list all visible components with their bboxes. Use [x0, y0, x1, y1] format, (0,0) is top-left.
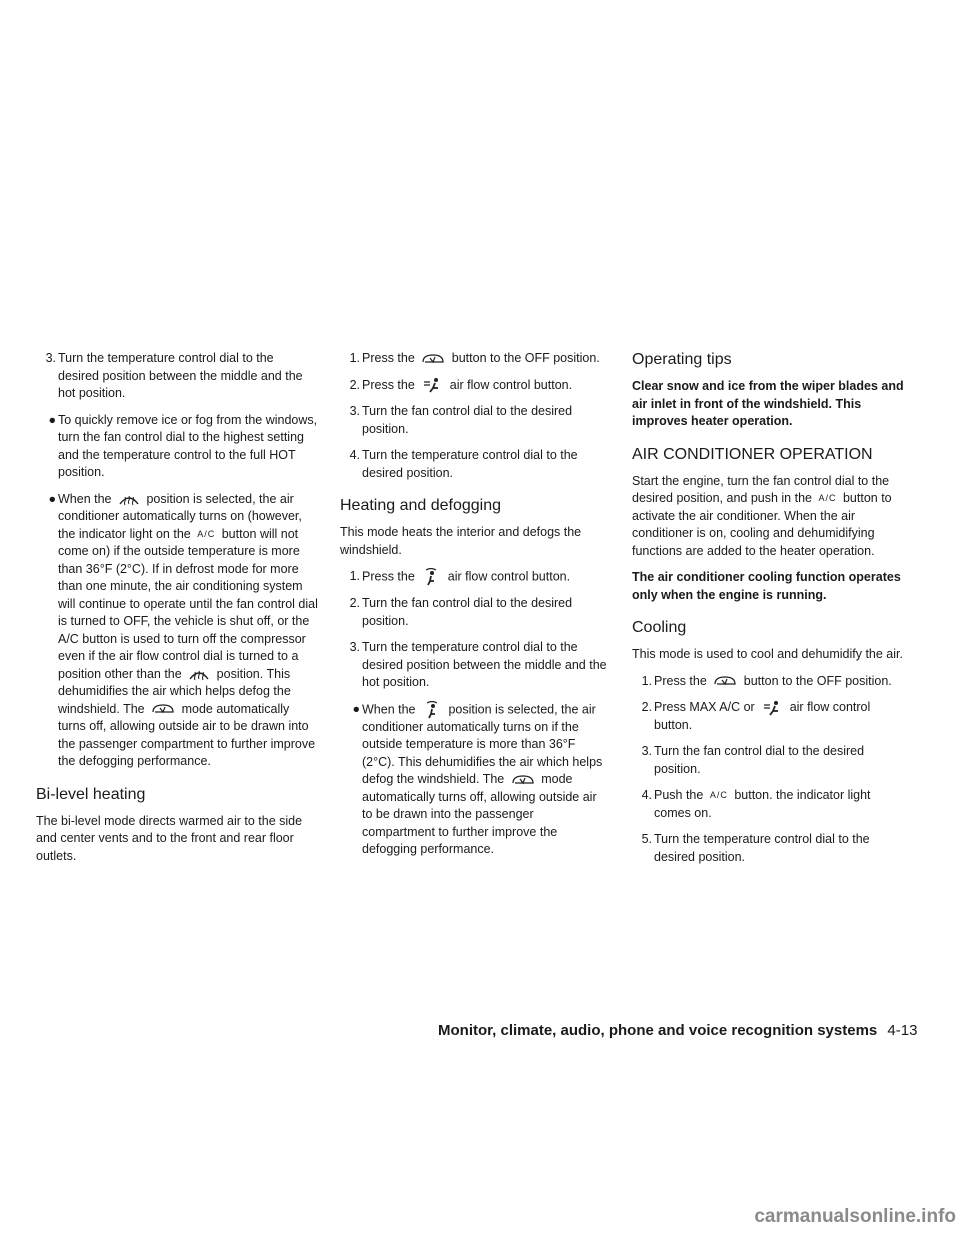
step-1	[340, 568, 610, 586]
step-text: Turn the temperature control dial to the desired position between the middle and the hot position.	[58, 351, 303, 400]
step-text: air flow control button.	[654, 700, 871, 732]
bullet-text: position is selected, the air conditioner automatically turns on (however, the indicator light on the	[58, 491, 302, 541]
column-middle	[340, 350, 610, 868]
page-footer	[438, 1022, 917, 1039]
watermark: carmanualsonline.info	[754, 1206, 956, 1227]
bullet-item	[340, 701, 610, 859]
step-3	[340, 403, 610, 438]
foot-defrost-icon	[421, 568, 441, 586]
recirculate-icon	[151, 702, 175, 716]
step-number: 2.	[349, 377, 360, 392]
step-1	[340, 350, 610, 368]
bullet-text: mode automatically turns off, allowing outside air to be drawn into the passenger compartment to further improve the defogging performance.	[58, 701, 316, 768]
bullet-item	[36, 412, 318, 482]
bullet-mark: ●	[352, 701, 360, 716]
step-number: 3.	[349, 404, 360, 418]
footer-section: Monitor, climate, audio, phone and voice recognition systems	[438, 1022, 878, 1039]
step-text: Turn the fan control dial to the desired position.	[654, 744, 865, 776]
cooling-text: This mode is used to cool and dehumidify the air.	[632, 647, 903, 661]
foot-defrost-icon	[422, 701, 442, 719]
heading-ac-operation: AIR CONDITIONER OPERATION	[632, 445, 873, 463]
step-4	[340, 447, 610, 482]
step-2	[632, 699, 906, 734]
heating-text: This mode heats the interior and defogs the windshield.	[340, 525, 582, 557]
defrost-icon	[118, 492, 140, 506]
bullet-text: When the	[362, 701, 416, 716]
recirculate-icon	[713, 674, 737, 688]
recirculate-icon	[421, 352, 445, 366]
step-text: button to the OFF position.	[451, 351, 600, 365]
ac-icon: A/C	[818, 493, 837, 503]
bullet-text: mode automatically turns off, allowing outside air to be drawn into the passenger compartment to further improve the defogging performance.	[362, 772, 597, 856]
step-text: air flow control button.	[447, 569, 571, 584]
step-text: Turn the fan control dial to the desired position.	[362, 596, 573, 628]
bullet-text: button will not come on) if the outside temperature is more than 36°F (2°C). If in defrost mode for more than one minute, the air conditioning system will continue to operate until the fan control dial is turned to OFF, the vehicle is shut off, or the A/C button is used to turn off the compressor even if the air flow control dial is turned to a position other than the	[58, 526, 318, 681]
step-2	[340, 595, 610, 630]
vent-icon	[761, 700, 783, 716]
step-number: 3.	[45, 351, 56, 365]
step-4	[632, 787, 906, 822]
ac-paragraph	[632, 473, 906, 561]
heading-heating-defogging: Heating and defogging	[340, 497, 502, 514]
step-3	[340, 639, 610, 692]
step-text: Press the	[362, 351, 415, 365]
bilevel-text: The bi-level mode directs warmed air to the side and center vents and to the front and rear floor outlets.	[36, 813, 303, 863]
step-1	[632, 673, 906, 691]
step-text: Turn the temperature control dial to the desired position between the middle and the hot position.	[362, 640, 607, 689]
step-number: 3.	[641, 744, 652, 758]
step-number: 1.	[349, 351, 360, 365]
step-number: 3.	[349, 640, 360, 654]
step-text: Turn the fan control dial to the desired position.	[362, 404, 573, 436]
bullet-item	[36, 491, 318, 771]
vent-icon	[421, 377, 443, 393]
ac-note: The air conditioner cooling function operates only when the engine is running.	[632, 570, 901, 602]
step-number: 1.	[349, 569, 360, 583]
heading-cooling: Cooling	[632, 619, 687, 636]
ac-text: Start the engine, turn the fan control dial to the desired position, and push in the	[632, 473, 890, 505]
bullet-text: position. This dehumidifies the air which helps defog the windshield. The	[58, 666, 291, 716]
column-left	[36, 350, 318, 874]
step-number: 5.	[641, 832, 652, 846]
step-text: Turn the temperature control dial to the desired position.	[654, 832, 870, 864]
step-text: button. the indicator light comes on.	[654, 788, 871, 820]
step-5	[632, 831, 906, 866]
step-number: 4.	[641, 788, 652, 802]
bullet-text: position is selected, the air conditioner automatically turns on if the outside temperature is more than 36°F (2°C). This dehumidifies the air which helps defog the windshield. The	[362, 701, 603, 786]
step-text: Turn the temperature control dial to the desired position.	[362, 448, 578, 480]
step-3	[632, 743, 906, 778]
step-number: 4.	[349, 448, 360, 462]
step-2	[340, 377, 610, 395]
bullet-mark: ●	[48, 491, 56, 506]
step-text: Press the	[362, 377, 415, 392]
heading-operating-tips: Operating tips	[632, 351, 732, 368]
bullet-text: To quickly remove ice or fog from the windows, turn the fan control dial to the highest setting and the temperature control to the full HOT position.	[58, 412, 318, 479]
step-text: Push the	[654, 788, 704, 802]
page-number: 4-13	[887, 1022, 918, 1039]
step-text: Press the	[654, 673, 707, 688]
step-text: button to the OFF position.	[743, 673, 892, 688]
tips-text: Clear snow and ice from the wiper blades and air inlet in front of the windshield. This improves heater operation.	[632, 379, 904, 428]
step-number: 2.	[641, 700, 652, 714]
step-3	[36, 350, 318, 403]
step-text: Press MAX A/C or	[654, 700, 755, 714]
bullet-mark: ●	[48, 412, 56, 427]
step-text: Press the	[362, 569, 415, 584]
ac-icon: A/C	[197, 528, 216, 539]
bullet-text: When the	[58, 491, 112, 506]
step-text: air flow control button.	[449, 377, 573, 392]
step-number: 2.	[349, 596, 360, 610]
recirculate-icon	[511, 773, 535, 787]
heading-bilevel: Bi-level heating	[36, 785, 146, 803]
defrost-icon	[188, 667, 210, 681]
ac-icon: A/C	[709, 790, 728, 800]
column-right	[632, 350, 906, 875]
ac-text: button to activate the air conditioner. When the air conditioner is on, cooling and dehumidifying functions are added to the heater operation.	[632, 491, 892, 558]
step-number: 1.	[641, 673, 652, 688]
